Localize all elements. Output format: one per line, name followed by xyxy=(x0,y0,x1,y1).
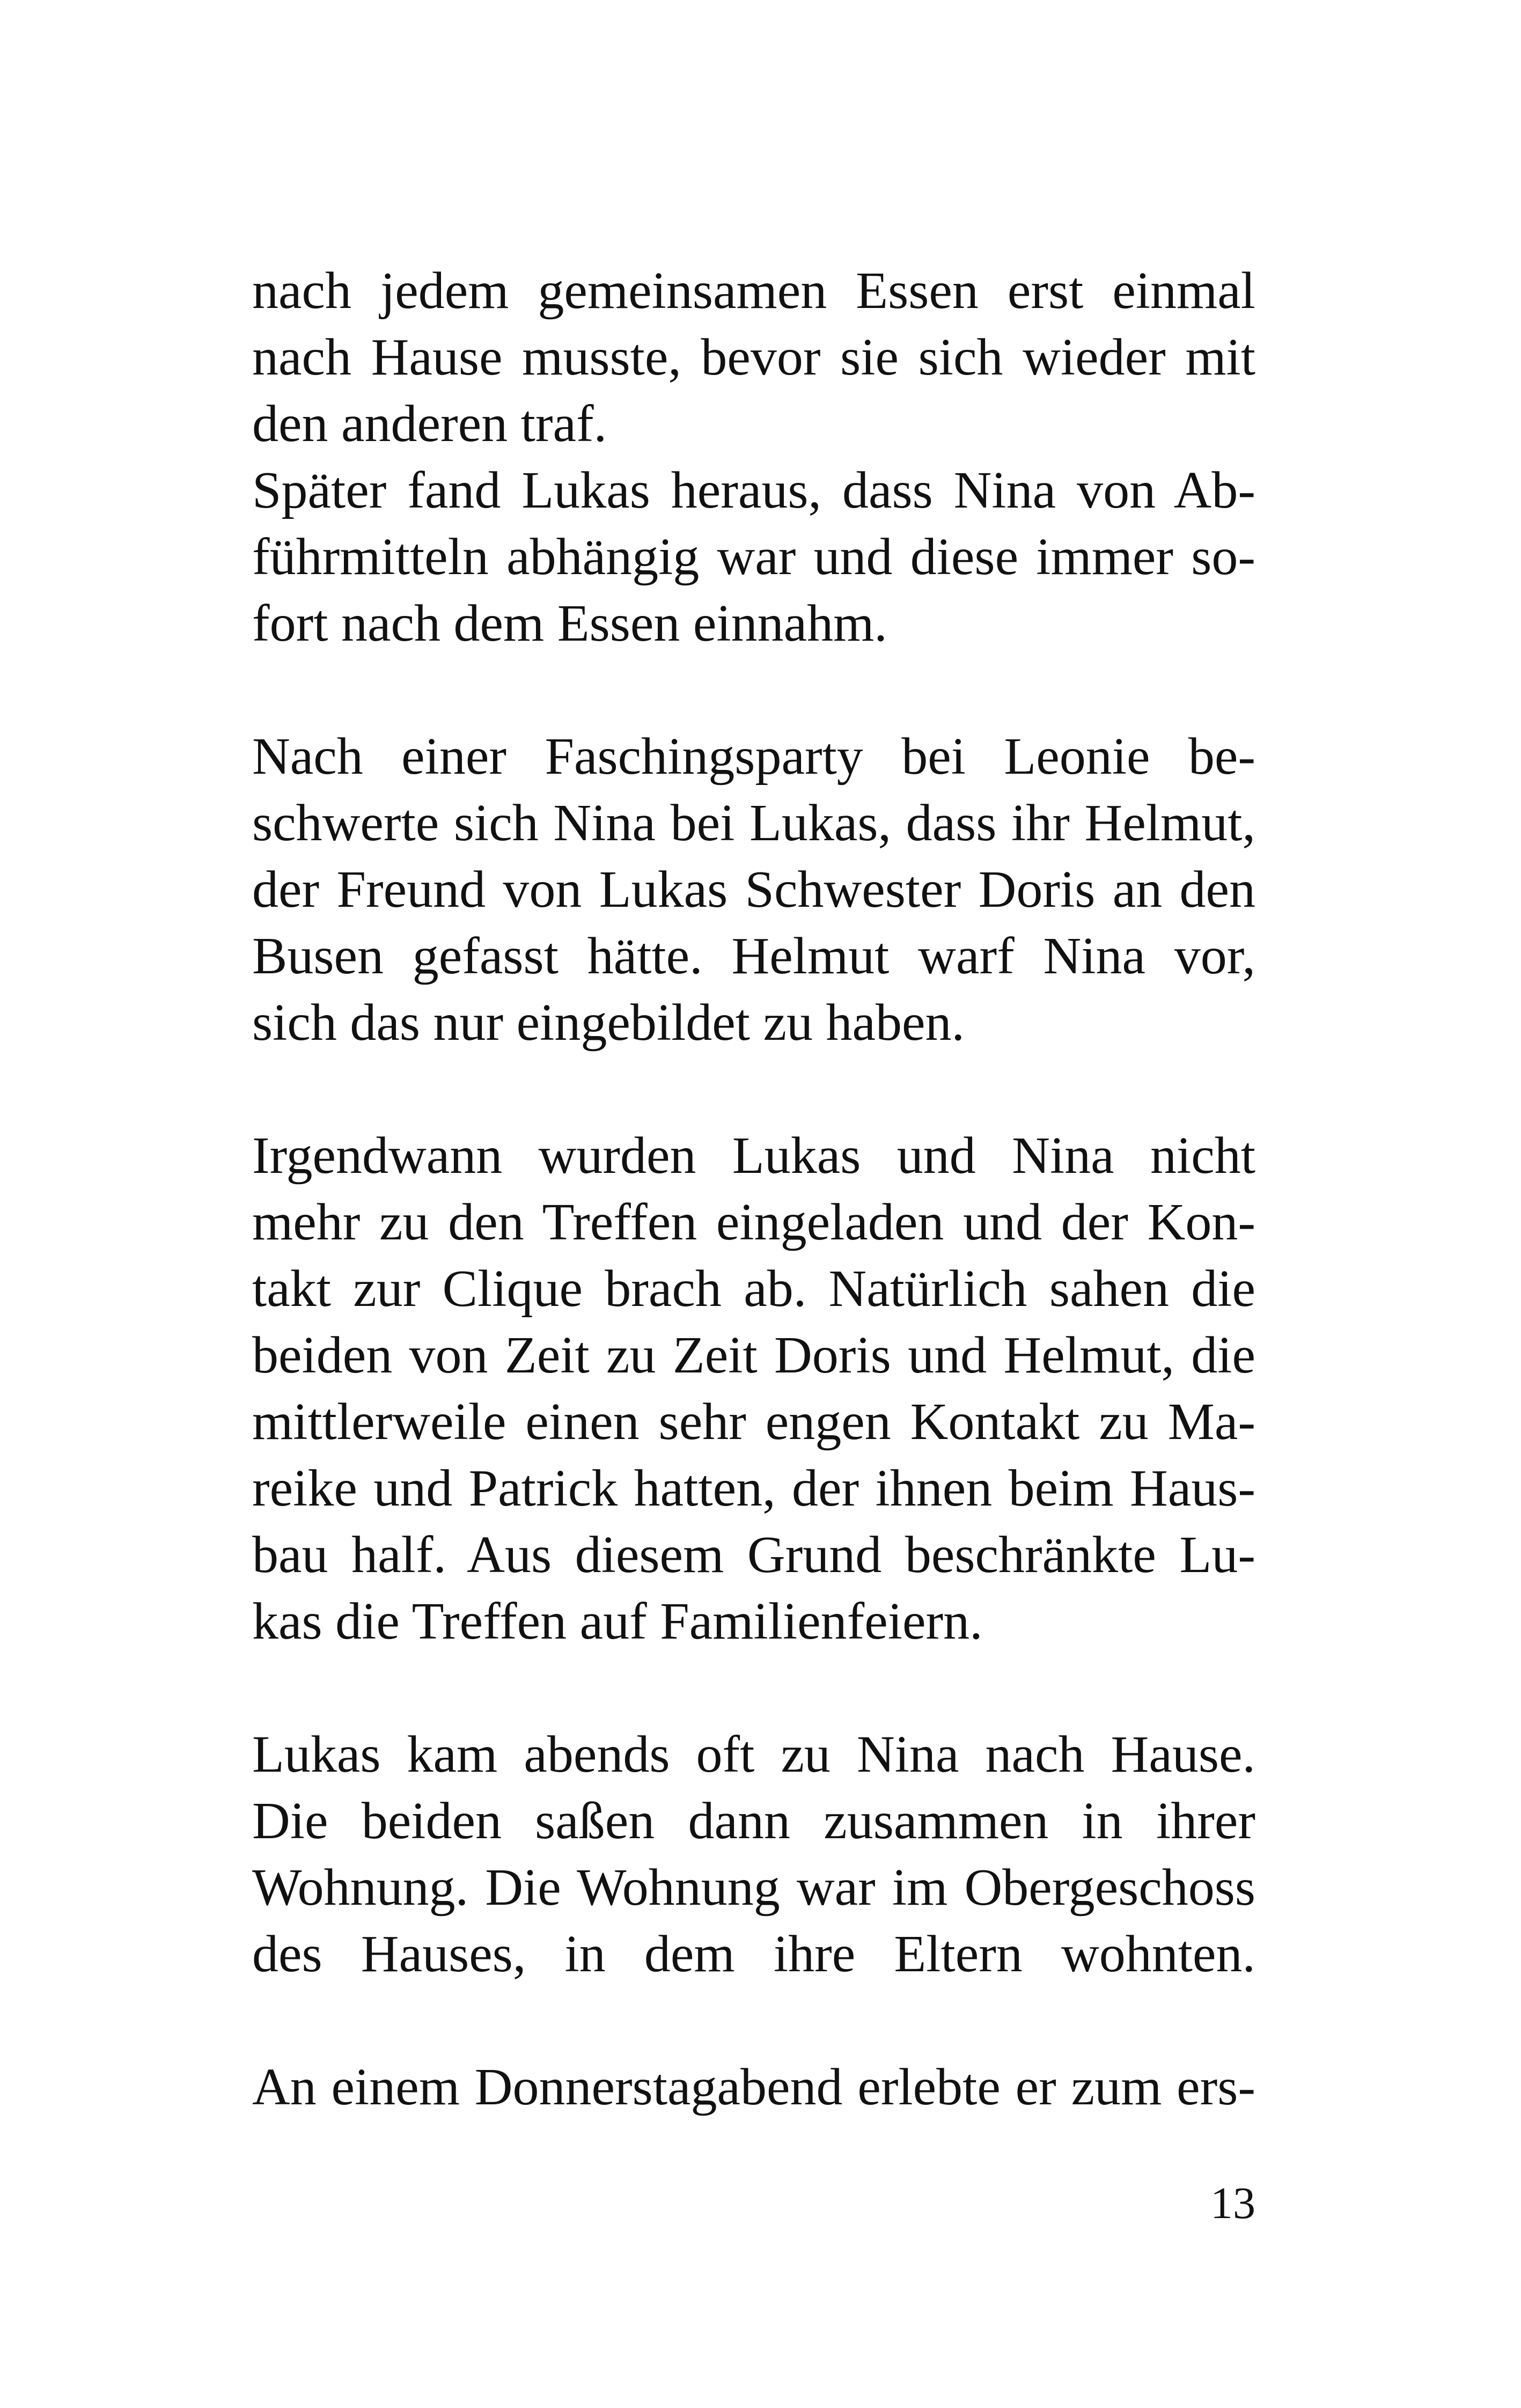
page-number: 13 xyxy=(1210,2178,1255,2228)
text-line: mehr zu den Treffen eingeladen und der Kon- xyxy=(252,1193,1255,1251)
text-line: nach Hause musste, bevor sie sich wieder mit xyxy=(252,328,1255,386)
text-line: des Hauses, in dem ihre Eltern wohnten. xyxy=(252,1925,1255,1983)
text-line: Busen gefasst hätte. Helmut warf Nina vor, xyxy=(252,927,1255,985)
text-line: nach jedem gemeinsamen Essen erst einmal xyxy=(252,262,1255,320)
text-line: Später fand Lukas heraus, dass Nina von Ab- xyxy=(252,461,1255,519)
text-line: Nach einer Faschingsparty bei Leonie be- xyxy=(252,728,1255,785)
text-line: bau half. Aus diesem Grund beschränkte Lu- xyxy=(252,1526,1255,1584)
text-line: führmitteln abhängig war und diese immer so- xyxy=(252,528,1255,586)
text-line: Die beiden saßen dann zusammen in ihrer xyxy=(252,1792,1255,1850)
text-line: mittlerweile einen sehr engen Kontakt zu Ma- xyxy=(252,1393,1255,1451)
text-line: den anderen traf. xyxy=(252,395,607,453)
text-line: Irgendwann wurden Lukas und Nina nicht xyxy=(252,1127,1255,1185)
text-line: schwerte sich Nina bei Lukas, dass ihr Helmut, xyxy=(252,794,1255,852)
text-line: der Freund von Lukas Schwester Doris an den xyxy=(252,861,1255,919)
text-line: reike und Patrick hatten, der ihnen beim Haus- xyxy=(252,1459,1255,1517)
text-line: Wohnung. Die Wohnung war im Obergeschoss xyxy=(252,1859,1255,1917)
text-line: An einem Donnerstagabend erlebte er zum ers- xyxy=(252,2058,1255,2116)
text-line: beiden von Zeit zu Zeit Doris und Helmut, die xyxy=(252,1326,1255,1384)
text-line: Lukas kam abends oft zu Nina nach Hause. xyxy=(252,1726,1255,1783)
text-line: sich das nur eingebildet zu haben. xyxy=(252,994,965,1052)
text-line: kas die Treffen auf Familienfeiern. xyxy=(252,1592,983,1650)
text-line: takt zur Clique brach ab. Natürlich sahen die xyxy=(252,1260,1255,1318)
text-line: fort nach dem Essen einnahm. xyxy=(252,594,887,652)
